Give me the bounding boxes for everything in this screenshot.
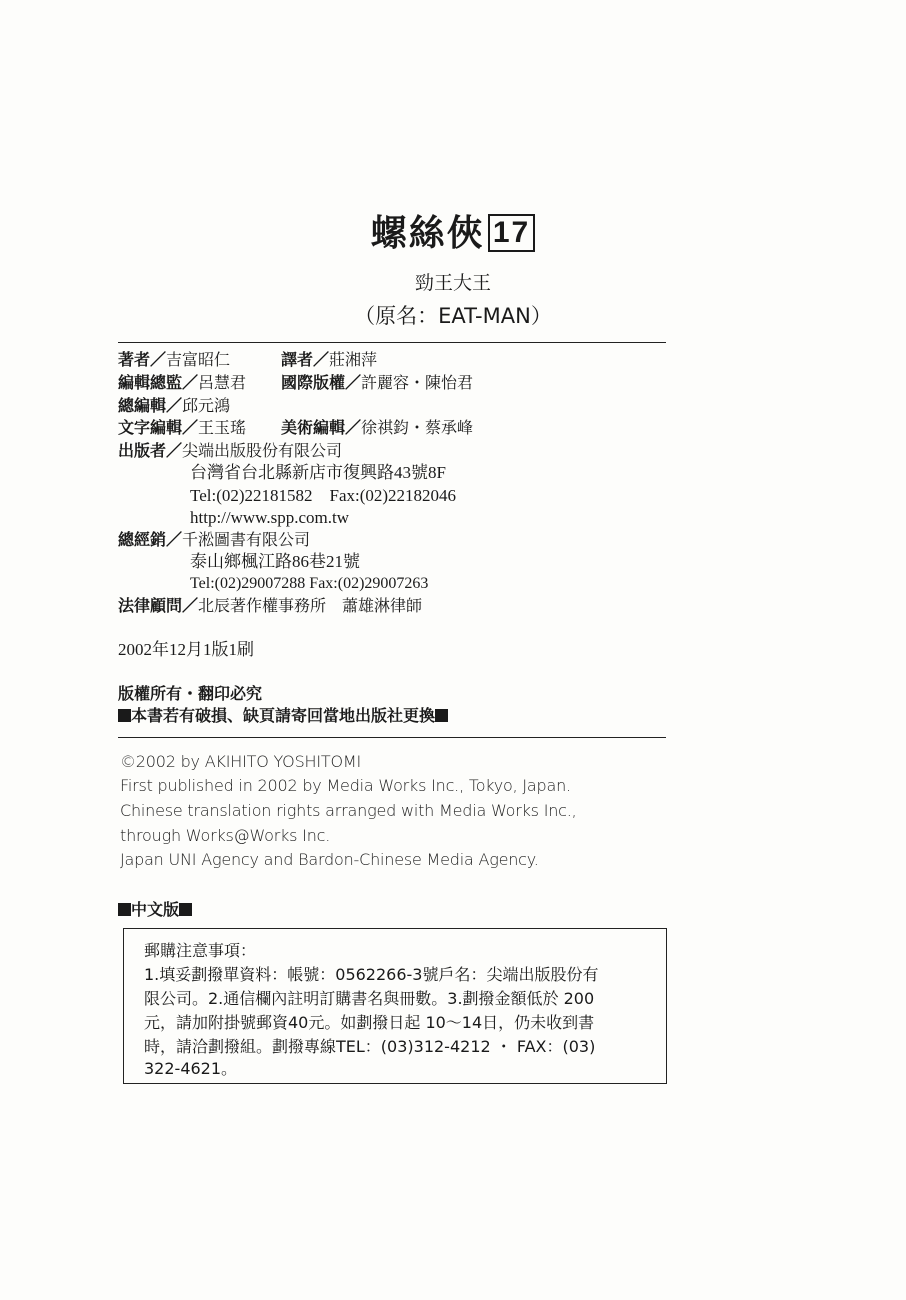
- notice-line: 時，請洽劃撥組。劃撥專線TEL：(03)312-4212 ・ FAX：(03): [144, 1037, 596, 1056]
- art-editor-row: 美術編輯／徐祺鈞・蔡承峰: [281, 418, 474, 437]
- black-square-icon: [118, 709, 131, 722]
- chief-editor-row: 編輯總監／呂慧君: [118, 373, 247, 392]
- through-line: through Works@Works Inc.: [120, 826, 331, 845]
- publisher-row: 出版者／尖端出版股份有限公司: [118, 441, 343, 460]
- mail-order-notice: [123, 928, 667, 1084]
- intl-rights-row: 國際版權／許麗容・陳怡君: [281, 373, 474, 392]
- damage-notice: 本書若有破損、缺頁請寄回當地出版社更換: [118, 705, 448, 727]
- publisher-address: 台灣省台北縣新店市復興路43號8F: [190, 463, 446, 482]
- black-square-icon: [118, 903, 131, 916]
- rights-reserved: 版權所有・翻印必究: [118, 684, 263, 703]
- notice-heading: 郵購注意事項：: [144, 941, 257, 960]
- book-title: [0, 212, 906, 256]
- distributor-phone: Tel:(02)29007288 Fax:(02)29007263: [190, 575, 429, 592]
- publisher-phone: Tel:(02)22181582 Fax:(02)22182046: [190, 486, 457, 505]
- original-title: （原名：EAT-MAN）: [354, 304, 552, 328]
- black-square-icon: [435, 709, 448, 722]
- author-row: 著者／吉富昭仁: [118, 350, 231, 369]
- notice-line: 限公司。2.通信欄內註明訂購書名與冊數。3.劃撥金額低於 200: [144, 989, 595, 1008]
- distributor-address: 泰山鄉楓江路86巷21號: [190, 552, 360, 571]
- notice-line: 元，請加附掛號郵資40元。如劃撥日起 10～14日，仍未收到書: [144, 1013, 595, 1032]
- top-divider: [118, 342, 666, 343]
- black-square-icon: [179, 903, 192, 916]
- volume-number: 17: [488, 214, 535, 252]
- translation-rights-line: Chinese translation rights arranged with Media Works Inc.,: [120, 801, 577, 820]
- middle-divider: [118, 737, 666, 738]
- copyright-line: ©2002 by AKIHITO YOSHITOMI: [120, 752, 361, 771]
- general-editor-row: 總編輯／邱元鴻: [118, 396, 231, 415]
- legal-row: 法律顧問／北辰著作權事務所 蕭雄淋律師: [118, 596, 423, 615]
- distributor-row: 總經銷／千淞圖書有限公司: [118, 530, 311, 549]
- agency-line: Japan UNI Agency and Bardon-Chinese Media Agency.: [120, 850, 539, 869]
- publication-line: First published in 2002 by Media Works Inc., Tokyo, Japan.: [120, 776, 571, 795]
- publisher-website: http://www.spp.com.tw: [190, 508, 349, 527]
- edition-line: 2002年12月1版1刷: [118, 640, 254, 659]
- chinese-edition-label: 中文版: [118, 899, 192, 921]
- notice-line: 1.填妥劃撥單資料：帳號：0562266-3號戶名：尖端出版股份有: [144, 965, 599, 984]
- notice-line: 322-4621。: [144, 1059, 238, 1078]
- book-subtitle: 勁王大王: [414, 272, 491, 294]
- title-text: 螺絲俠: [370, 213, 485, 254]
- text-editor-row: 文字編輯／王玉瑤: [118, 418, 247, 437]
- translator-row: 譯者／莊湘萍: [281, 350, 378, 369]
